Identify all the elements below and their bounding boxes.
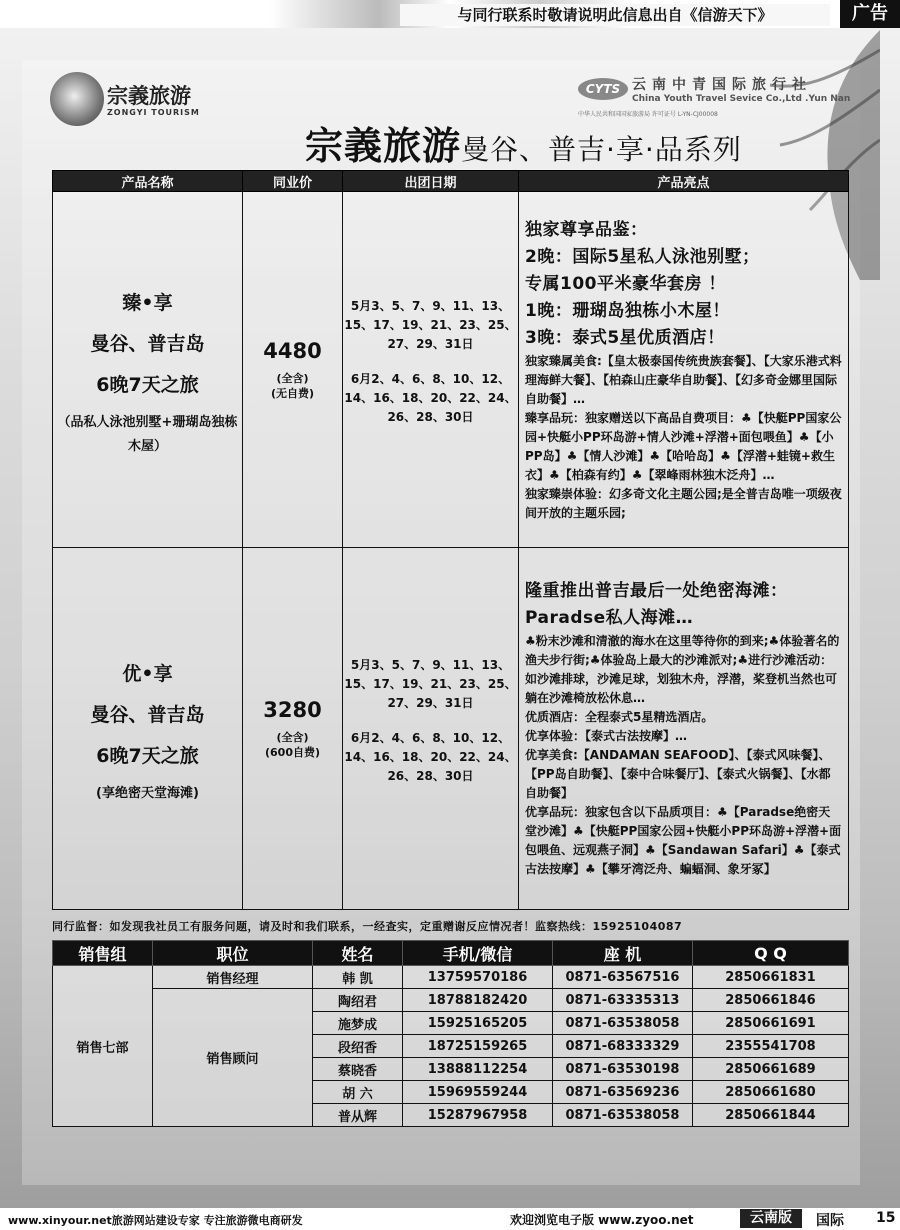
product-table bbox=[52, 170, 849, 910]
contact-name: 陶绍君 bbox=[313, 989, 403, 1012]
ad-tag: 广告 bbox=[840, 0, 900, 28]
headline-brand: 宗義旅游 bbox=[305, 124, 462, 168]
contact-mobile: 18725159265 bbox=[403, 1035, 553, 1058]
header-mobile: 手机/微信 bbox=[403, 941, 553, 966]
logo-name-cn: 宗義旅游 bbox=[107, 84, 191, 108]
highlight-headline: 独家尊享品鉴： bbox=[525, 219, 648, 240]
price-note bbox=[244, 371, 341, 401]
position-manager: 销售经理 bbox=[153, 966, 313, 989]
zongyi-logo bbox=[45, 68, 205, 130]
footer-right-text: 欢迎浏览电子版 www.zyoo.net bbox=[510, 1213, 694, 1227]
logo-name-en: ZONGYI TOURISM bbox=[107, 108, 200, 117]
highlight-detail: 优享体验：【泰式古法按摩】… bbox=[525, 729, 688, 743]
highlight-headline: 1晚：珊瑚岛独栋小木屋！ bbox=[525, 300, 730, 321]
header-product-name: 产品名称 bbox=[53, 171, 243, 192]
footprint-logo-icon bbox=[50, 72, 104, 126]
highlight-detail: 独家臻崇体验：幻多奇文化主题公园;是全普吉岛唯一项级夜间开放的主题乐园; bbox=[525, 486, 842, 520]
highlight-headline: 专属100平米豪华套房 ！ bbox=[525, 273, 726, 294]
top-notice: 与同行联系时敬请说明此信息出自《信游天下》 bbox=[400, 4, 830, 26]
product-highlights-cell bbox=[519, 548, 849, 910]
contact-landline: 0871-63569236 bbox=[553, 1081, 693, 1104]
product-route: 曼谷、普吉岛 bbox=[90, 704, 205, 726]
dates-june: 6月2、4、6、8、10、12、14、16、18、20、22、24、26、28、30日 bbox=[344, 730, 517, 783]
dates-may: 5月3、5、7、9、11、13、15、17、19、21、23、25、27、29、31日 bbox=[344, 657, 517, 710]
contact-name: 蔡晓香 bbox=[313, 1058, 403, 1081]
dates-may: 5月3、5、7、9、11、13、15、17、19、21、23、25、27、29、31日 bbox=[344, 298, 517, 351]
price-note-extra: (600自费) bbox=[264, 745, 321, 759]
product-row-youxiang bbox=[53, 548, 849, 910]
product-name-cell bbox=[53, 192, 243, 548]
product-note: (享绝密天堂海滩) bbox=[96, 786, 199, 801]
headline-series: 曼谷、普吉·享·品系列 bbox=[461, 133, 742, 166]
product-days: 6晚7天之旅 bbox=[96, 374, 199, 396]
header-name: 姓名 bbox=[313, 941, 403, 966]
contact-name: 普从辉 bbox=[313, 1104, 403, 1127]
contact-landline: 0871-68333329 bbox=[553, 1035, 693, 1058]
product-note: （品私人泳池别墅+珊瑚岛独栋木屋） bbox=[57, 415, 238, 454]
product-route: 曼谷、普吉岛 bbox=[90, 333, 205, 355]
product-title: 臻•享 bbox=[122, 292, 173, 314]
contact-qq: 2850661844 bbox=[693, 1104, 849, 1127]
contact-qq: 2850661680 bbox=[693, 1081, 849, 1104]
product-highlights-cell bbox=[519, 192, 849, 548]
contact-mobile: 13759570186 bbox=[403, 966, 553, 989]
table-row bbox=[53, 989, 849, 1012]
header-highlights: 产品亮点 bbox=[519, 171, 849, 192]
contact-mobile: 18788182420 bbox=[403, 989, 553, 1012]
product-dates-cell bbox=[343, 548, 519, 910]
contact-landline: 0871-63567516 bbox=[553, 966, 693, 989]
footer-left-text: www.xinyour.net旅游网站建设专家 专注旅游微电商研发 bbox=[8, 1214, 303, 1227]
contact-name: 胡 六 bbox=[313, 1081, 403, 1104]
product-row-zhenxiang bbox=[53, 192, 849, 548]
sales-table-header bbox=[53, 941, 849, 966]
price-note-inclusive: (全含) bbox=[276, 371, 309, 385]
table-row bbox=[53, 966, 849, 989]
highlight-detail: 臻享品玩：独家赠送以下高品自费项目：♣【快艇PP国家公园+快艇小PP环岛游+情人沙滩+浮潜+面包喂鱼】♣【小PP岛】♣【情人沙滩】♣【哈哈岛】♣【浮潜+蛙镜+救生衣】♣【柏森有约】♣【翠峰雨林独木泛舟】… bbox=[525, 410, 842, 482]
highlight-detail: 优享美食:【ANDAMAN SEAFOOD】、【泰式风味餐】、【PP岛自助餐】、【泰中合味餐厅】、【泰式火锅餐】、【水都自助餐】 bbox=[525, 748, 831, 800]
dates-june: 6月2、4、6、8、10、12、14、16、18、20、22、24、26、28、30日 bbox=[344, 371, 517, 424]
footer-edition-badge: 云南版 bbox=[740, 1209, 802, 1228]
highlight-detail: 独家臻属美食:【皇太极泰国传统贵族套餐】、【大家乐港式料理海鲜大餐】、【柏森山庄豪华自助餐】、【幻多奇金娜里国际自助餐】… bbox=[525, 353, 842, 406]
contact-landline: 0871-63530198 bbox=[553, 1058, 693, 1081]
contact-qq: 2355541708 bbox=[693, 1035, 849, 1058]
price-note-extra: (无自费) bbox=[270, 386, 315, 400]
contact-mobile: 15925165205 bbox=[403, 1012, 553, 1035]
contact-name: 韩 凯 bbox=[313, 966, 403, 989]
highlight-headline: 2晚：国际5星私人泳池别墅； bbox=[525, 246, 760, 267]
contact-qq: 2850661689 bbox=[693, 1058, 849, 1081]
position-consultant: 销售顾问 bbox=[153, 989, 313, 1127]
header-landline: 座 机 bbox=[553, 941, 693, 966]
header-position: 职位 bbox=[153, 941, 313, 966]
product-dates-cell bbox=[343, 192, 519, 548]
product-price-cell bbox=[243, 548, 343, 910]
product-name-cell bbox=[53, 548, 243, 910]
sales-group: 销售七部 bbox=[53, 966, 153, 1127]
contact-name: 施梦成 bbox=[313, 1012, 403, 1035]
contact-qq: 2850661846 bbox=[693, 989, 849, 1012]
price-note bbox=[244, 730, 341, 760]
product-price: 3280 bbox=[263, 697, 322, 722]
product-days: 6晚7天之旅 bbox=[96, 745, 199, 767]
sales-contact-table bbox=[52, 940, 849, 1127]
product-price-cell bbox=[243, 192, 343, 548]
contact-qq: 2850661691 bbox=[693, 1012, 849, 1035]
header-price: 同业价 bbox=[243, 171, 343, 192]
contact-landline: 0871-63538058 bbox=[553, 1012, 693, 1035]
footer-section: 国际 bbox=[816, 1213, 844, 1229]
product-price: 4480 bbox=[263, 338, 322, 363]
highlight-headline: 3晚：泰式5星优质酒店！ bbox=[525, 327, 725, 348]
highlight-headline: 隆重推出普吉最后一处绝密海滩：Paradse私人海滩… bbox=[525, 581, 788, 628]
contact-name: 段绍香 bbox=[313, 1035, 403, 1058]
product-title: 优•享 bbox=[122, 663, 173, 685]
contact-mobile: 15287967958 bbox=[403, 1104, 553, 1127]
price-note-inclusive: (全含) bbox=[276, 730, 309, 744]
header-qq: Q Q bbox=[693, 941, 849, 966]
agency-small-print: 中华人民共和国国家旅游局 许可证号 L-YN-CJ00008 bbox=[578, 111, 718, 118]
contact-landline: 0871-63538058 bbox=[553, 1104, 693, 1127]
product-table-header bbox=[53, 171, 849, 192]
highlight-detail: 优享品玩：独家包含以下品质项目：♣【Paradse绝密天堂沙滩】♣【快艇PP国家公园+快艇小PP环岛游+浮潜+面包喂鱼、远观燕子洞】♣【Sandawan Safari】♣【泰式古法按摩】♣【攀牙湾泛舟、蝙蝠洞、象牙冢】 bbox=[525, 805, 842, 876]
contact-mobile: 15969559244 bbox=[403, 1081, 553, 1104]
supervision-notice: 同行监督：如发现我社员工有服务问题，请及时和我们联系，一经查实，定重赠谢反应情况者！监察热线：15925104087 bbox=[52, 920, 683, 933]
agency-name-cn: 云南中青国际旅行社 bbox=[632, 77, 812, 93]
cyts-logo-icon: CYTS bbox=[578, 78, 628, 100]
highlight-detail: 优质酒店：全程泰式5星精选酒店。 bbox=[525, 710, 714, 724]
header-group: 销售组 bbox=[53, 941, 153, 966]
page-footer bbox=[0, 1208, 900, 1230]
agency-name-en: China Youth Travel Sevice Co.,Ltd .Yun Nan bbox=[632, 94, 851, 104]
page-title bbox=[305, 115, 742, 170]
contact-qq: 2850661831 bbox=[693, 966, 849, 989]
header-dates: 出团日期 bbox=[343, 171, 519, 192]
highlight-detail: ♣粉末沙滩和清澈的海水在这里等待你的到来;♣体验著名的渔夫步行街;♣体验岛上最大的沙滩派对;♣进行沙滩活动：如沙滩排球，沙滩足球，划独木舟，浮潜，桨登机当然也可躺在沙滩椅放松休息… bbox=[525, 634, 840, 705]
contact-landline: 0871-63335313 bbox=[553, 989, 693, 1012]
page-number: 15 bbox=[876, 1210, 896, 1226]
contact-mobile: 13888112254 bbox=[403, 1058, 553, 1081]
